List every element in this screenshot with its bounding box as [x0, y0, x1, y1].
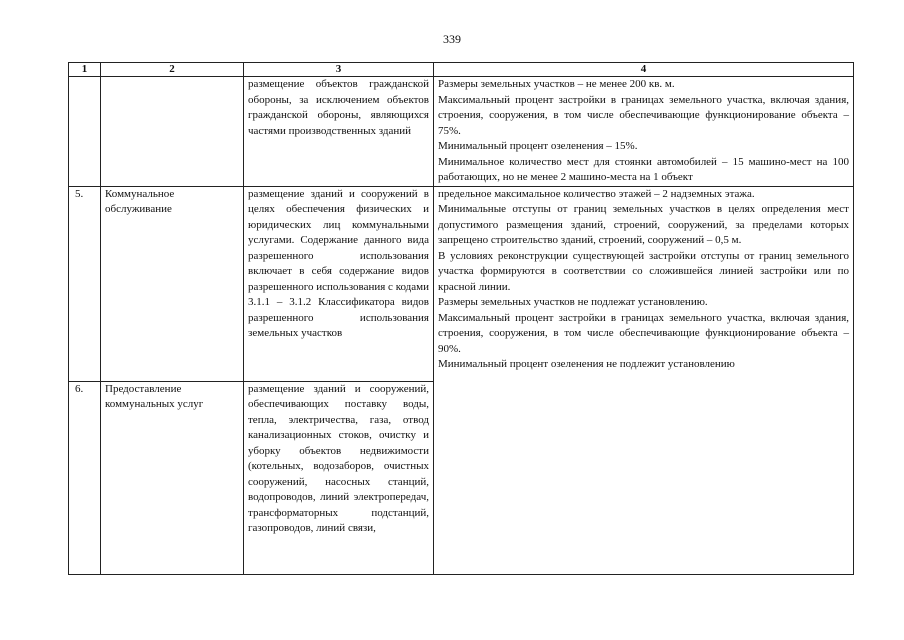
- parameter-line: Максимальный процент застройки в границах земельного участка, включая здания, строения, сооружения, в том числе обеспечивающие функционирование объекта – 75%.: [438, 93, 849, 137]
- use-description: размещение зданий и сооружений, обеспечивающих поставку воды, тепла, электричества, газа, отвод канализационных стоков, очистку и уборку объектов недвижимости (котельных, водозаборов, очистных сооружений, насосных станций, водопроводов, линий электропередач, трансформаторных подстанций, газопроводов, линий связи,: [244, 381, 434, 574]
- use-type-name: Коммунальное обслуживание: [101, 186, 244, 381]
- zoning-table: [68, 62, 854, 575]
- row-number: 6.: [69, 381, 101, 574]
- parameter-line: Размеры земельных участков – не менее 200 кв. м.: [438, 78, 675, 90]
- parameter-line: Максимальный процент застройки в границах земельного участка, включая здания, строения, сооружения, в том числе обеспечивающие функционирование объекта – 90%.: [438, 311, 849, 355]
- use-description: размещение зданий и сооружений в целях обеспечения физических и юридических лиц коммунальными услугами. Содержание данного вида разрешенного использования включает в себя содержание видов разрешенного использования с кодами 3.1.1 – 3.1.2 Классификатора видов разрешенного использования земельных участков: [244, 186, 434, 381]
- use-parameters: [434, 77, 854, 187]
- use-type-name: [101, 77, 244, 187]
- parameter-line: В условиях реконструкции существующей застройки отступы от границ земельного участка формируются в соответствии со сложившейся линией застройки или по красной линии.: [438, 249, 849, 293]
- header-col-4: 4: [434, 63, 854, 77]
- table-header-row: [69, 63, 854, 77]
- header-col-2: 2: [101, 63, 244, 77]
- page-number: 339: [443, 32, 461, 46]
- parameter-line: Минимальное количество мест для стоянки автомобилей – 15 машино-мест на 100 работающих, но не менее 2 машино-места на 1 объект: [438, 155, 849, 183]
- parameter-line: Минимальные отступы от границ земельных участков в целях определения мест допустимого размещения зданий, строений, сооружений, за пределами которых запрещено строительство зданий, строений, сооружений – 0,5 м.: [438, 203, 849, 246]
- table-row: [69, 77, 854, 187]
- use-parameters: [434, 186, 854, 574]
- use-description: размещение объектов гражданской обороны, за исключением объектов гражданской обороны, являющихся частями производственных зданий: [244, 77, 434, 187]
- parameter-line: Размеры земельных участков не подлежат установлению.: [438, 296, 708, 308]
- use-type-name: Предоставление коммунальных услуг: [101, 381, 244, 574]
- row-number: [69, 77, 101, 187]
- parameter-line: предельное максимальное количество этажей – 2 надземных этажа.: [438, 187, 755, 200]
- table-row: [69, 186, 854, 381]
- header-col-3: 3: [244, 63, 434, 77]
- header-col-1: 1: [69, 63, 101, 77]
- row-number: 5.: [69, 186, 101, 381]
- parameter-line: Минимальный процент озеленения – 15%.: [438, 140, 638, 152]
- parameter-line: Минимальный процент озеленения не подлежит установлению: [438, 358, 735, 370]
